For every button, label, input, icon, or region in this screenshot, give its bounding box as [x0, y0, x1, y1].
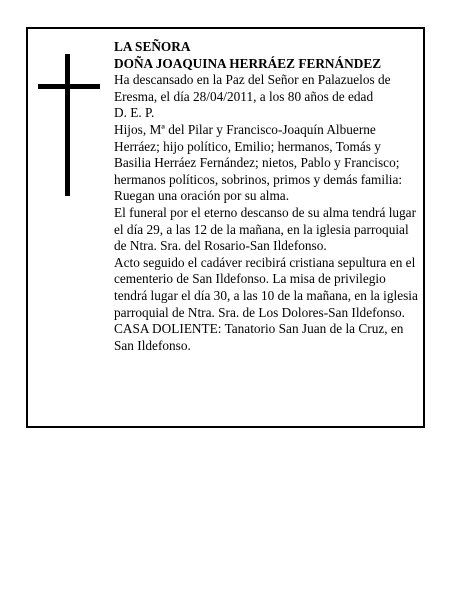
prayer-request: Ruegan una oración por su alma.: [114, 188, 290, 204]
dep-line: D. E. P.: [114, 105, 155, 121]
cross-vertical-bar: [65, 54, 70, 196]
funeral-info: El funeral por el eterno descanso de su alma tendrá lugar el día 29, a las 12 de la mañana, en la iglesia parroquial de Ntra. Sra. del Rosario-San Ildefonso.: [114, 204, 417, 254]
obituary-title: LA SEÑORA: [114, 39, 191, 54]
death-statement: Ha descansado en la Paz del Señor en Palazuelos de Eresma, el día 28/04/2011, a los 80 años de edad: [114, 72, 391, 104]
obituary-text: [114, 39, 420, 354]
cross-horizontal-bar: [38, 84, 100, 89]
casa-doliente: CASA DOLIENTE: Tanatorio San Juan de la Cruz, en San Ildefonso.: [114, 321, 404, 353]
family-list: Hijos, Mª del Pilar y Francisco-Joaquín Albuerne Herráez; hijo político, Emilio; hermanos, Tomás y Basilia Herráez Fernández; nietos, Pablo y Francisco; hermanos políticos, sobrinos, primos y demás familia:: [114, 121, 403, 187]
cross-icon: [38, 54, 100, 196]
deceased-name: DOÑA JOAQUINA HERRÁEZ FERNÁNDEZ: [114, 55, 382, 71]
burial-info: Acto seguido el cadáver recibirá cristiana sepultura en el cementerio de San Ildefonso. La misa de privilegio tendrá lugar el día 30, a las 10 de la mañana, en la iglesia parroquial de Ntra. Sra. de Los Dolores-San Ildefonso.: [114, 254, 418, 320]
